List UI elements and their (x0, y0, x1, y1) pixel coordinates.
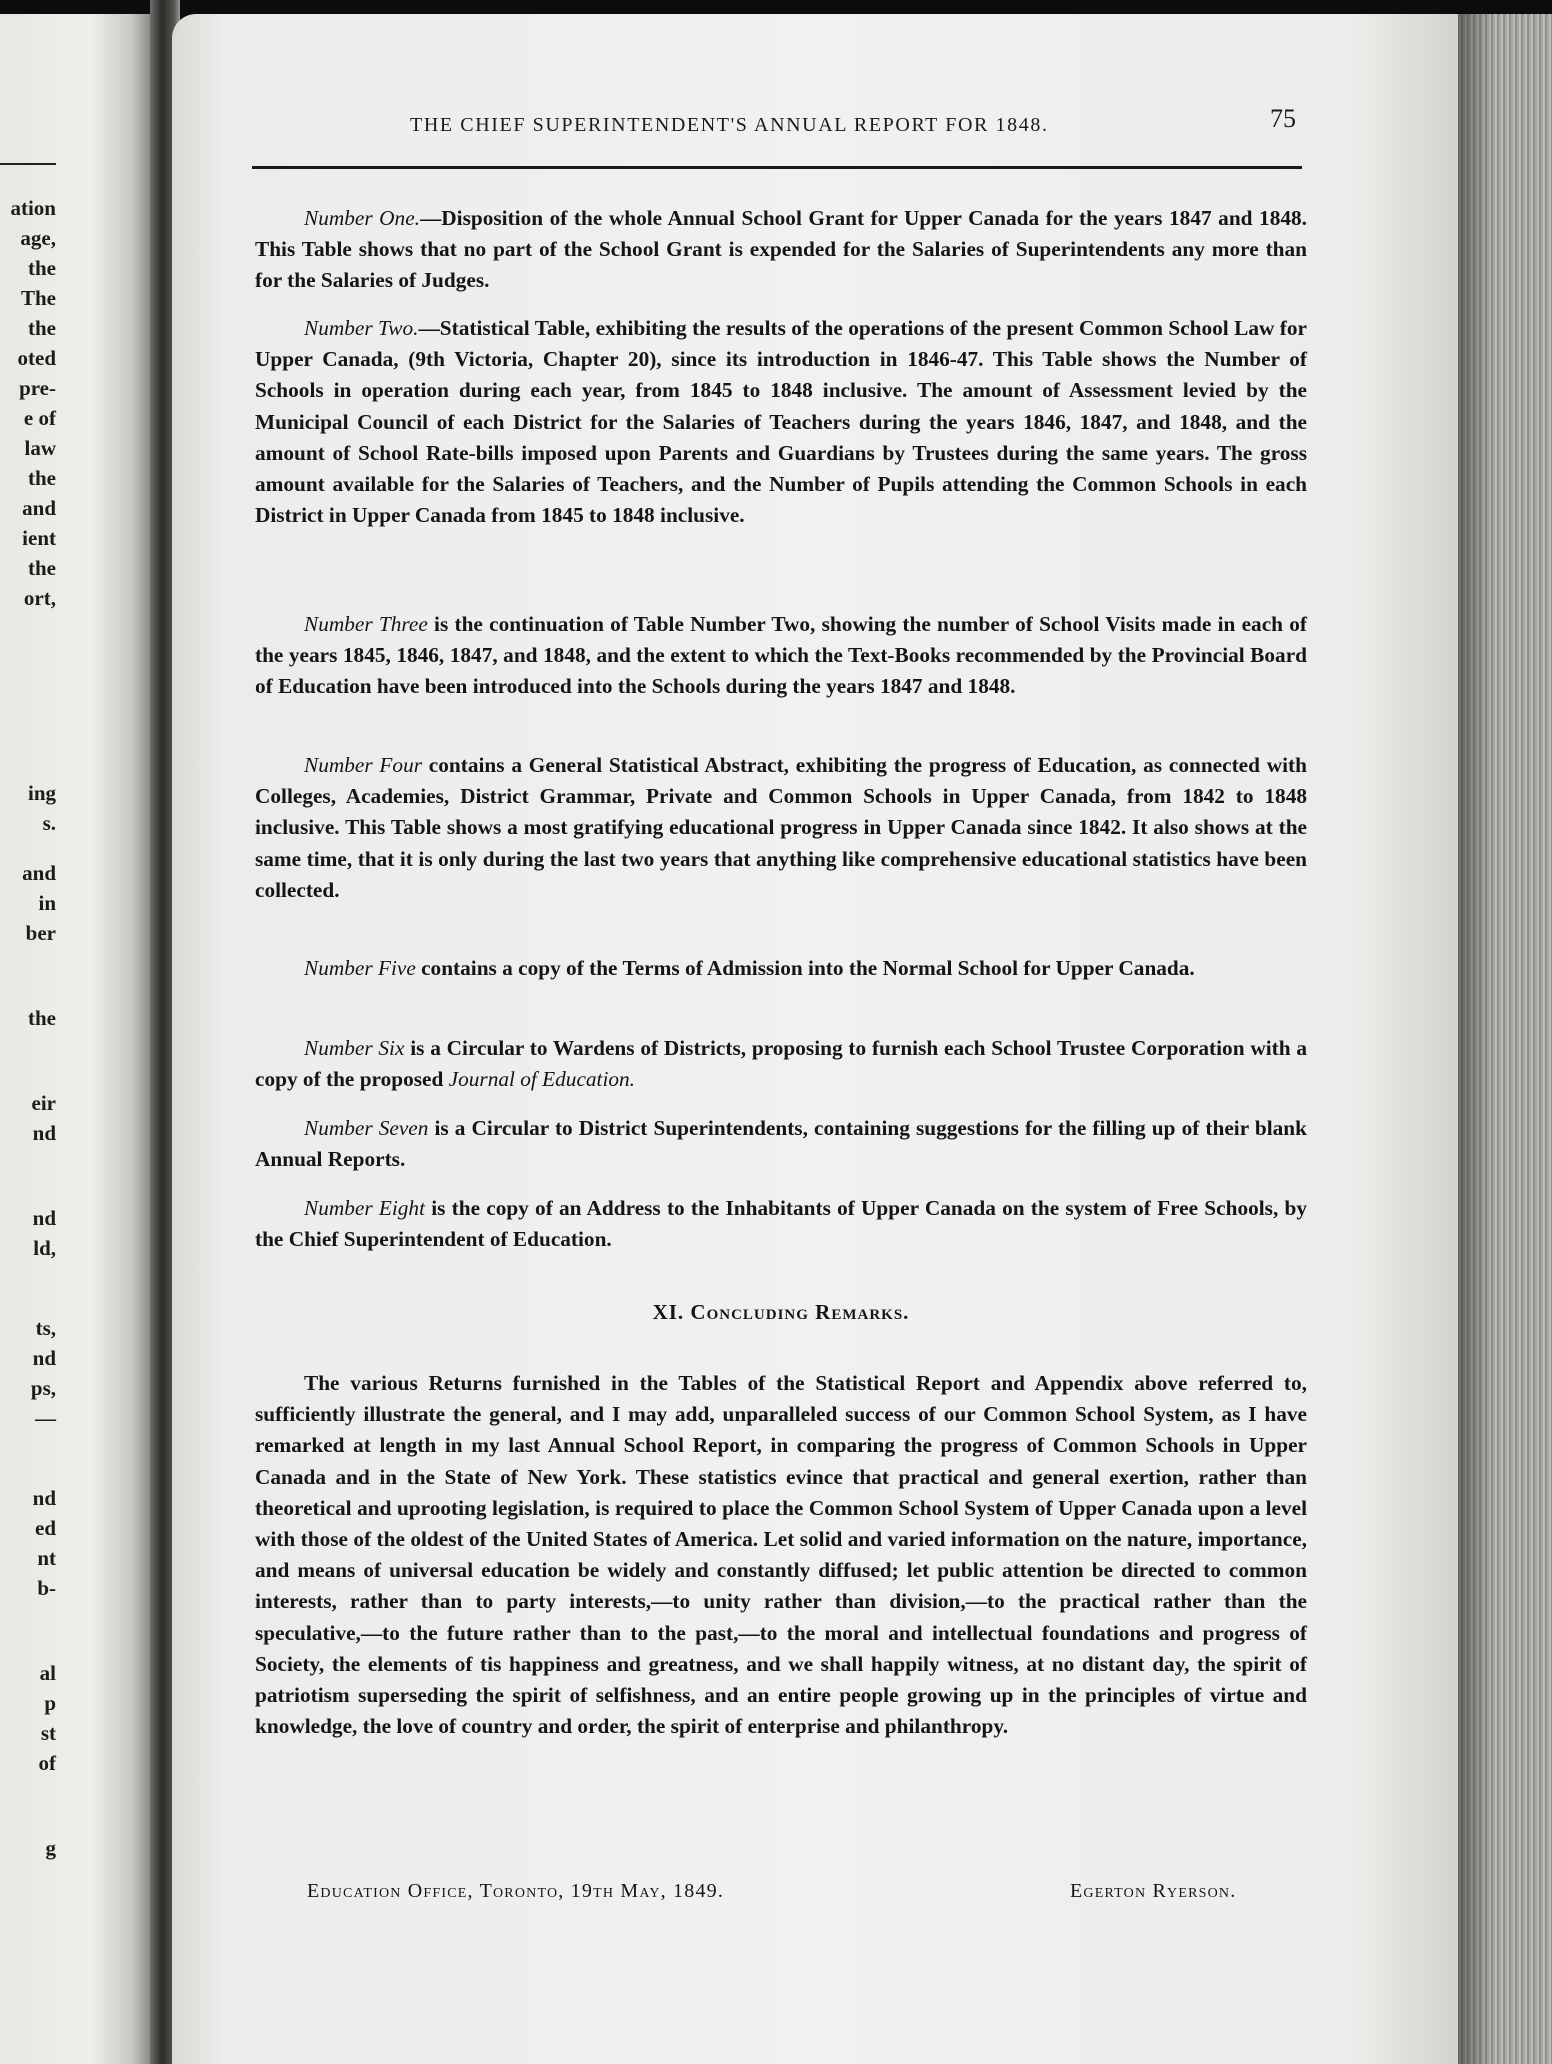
left-page-fragment: s. (42, 811, 56, 835)
left-page-fragment: nt (37, 1546, 56, 1570)
paragraph-lead: Number Five (304, 956, 416, 980)
left-page-fragment: the (28, 256, 56, 280)
left-facing-page (0, 0, 150, 2064)
paragraph-number-three (255, 609, 1307, 703)
header-rule (252, 166, 1302, 169)
left-page-fragment: ation (10, 196, 56, 220)
left-page-fragment: oted (17, 346, 56, 370)
left-page-fragment: nd (32, 1346, 56, 1370)
left-page-fragment: law (24, 436, 56, 460)
left-page-fragment: ts, (35, 1316, 56, 1340)
page-number: 75 (1270, 104, 1296, 133)
paragraph-text: is a Circular to District Superintendents, containing suggestions for the filling up of their blank Annual Reports. (255, 1116, 1307, 1172)
paragraph-number-eight (255, 1193, 1307, 1255)
paragraph-text: —Statistical Table, exhibiting the results of the operations of the present Common School Law for Upper Canada, (9th Victoria, Chapter 20), since its introduction in 1846-47. This Table shows the Number of Schools in operation during each year, from 1845 to 1848 inclusive. The amount of Assessment levied by the Municipal Council of each District for the Salaries of Teachers during the years 1846, 1847, and 1848, and the amount of School Rate-bills imposed upon Parents and Guardians by Trustees during the same years. The gross amount available for the Salaries of Teachers, and the Number of Pupils attending the Common Schools in each District in Upper Canada from 1845 to 1848 inclusive. (255, 316, 1307, 528)
left-page-fragment: the (28, 556, 56, 580)
left-page-fragment: ing (27, 781, 56, 805)
left-page-fragment: nd (32, 1486, 56, 1510)
left-page-fragment: g (45, 1836, 56, 1860)
paragraph-number-five (255, 953, 1307, 984)
left-page-fragment: nd (32, 1206, 56, 1230)
left-page-fragment: ient (22, 526, 56, 550)
paragraph-text: is the continuation of Table Number Two, showing the number of School Visits made in each of the years 1845, 1846, 1847, and 1848, and the extent to which the Text-Books recommended by the Provincial Board of Education have been introduced into the Schools during the years 1847 and 1848. (255, 612, 1307, 699)
left-page-fragment: st (40, 1721, 56, 1745)
left-page-fragment: pre- (19, 376, 56, 400)
left-page-fragment: age, (20, 226, 56, 250)
paragraph-lead: Number Eight (304, 1196, 425, 1220)
paragraph-text: contains a General Statistical Abstract, exhibiting the progress of Education, as connected with Colleges, Academies, District Grammar, Private and Common Schools in Upper Canada, from 1842 to 1848 inclusive. This Table shows a most gratifying educational progress in Upper Canada since 1842. It also shows at the same time, that it is only during the last two years that anything like comprehensive educational statistics have been collected. (255, 753, 1307, 902)
left-page-fragment: the (28, 466, 56, 490)
paragraph-lead: Number Seven (304, 1116, 429, 1140)
left-page-fragment: in (38, 891, 56, 915)
paragraph-number-six (255, 1033, 1307, 1095)
left-page-fragment: ps, (30, 1376, 56, 1400)
left-page-fragment: e of (23, 406, 56, 430)
paragraph-text: is a Circular to Wardens of Districts, proposing to furnish each School Trustee Corporation with a copy of the proposed (255, 1036, 1308, 1092)
section-heading: XI. Concluding Remarks. (652, 1300, 910, 1324)
paragraph-lead: Number Four (304, 753, 423, 777)
paragraph-text: contains a copy of the Terms of Admission into the Normal School for Upper Canada. (415, 956, 1195, 980)
left-page-fragment: ed (35, 1516, 56, 1540)
left-page-fragment: nd (32, 1121, 56, 1145)
paragraph-number-two (255, 313, 1307, 531)
closing-date-line: Education Office, Toronto, 19th May, 1849. (307, 1880, 725, 1902)
paragraph-number-four (255, 750, 1307, 906)
paragraph-lead: Number Two. (304, 316, 419, 340)
concluding-paragraph: The various Returns furnished in the Tables of the Statistical Report and Appendix above referred to, sufficiently illustrate the general, and I may add, unparalleled success of our Common School System, as I have remarked at length in my last Annual School Report, in comparing the progress of Common Schools in Upper Canada and in the State of New York. These statistics evince that practical and general exertion, rather than theoretical and uprooting legislation, is required to place the Common School System of Upper Canada upon a level with those of the oldest of the United States of America. Let solid and varied information on the nature, importance, and means of universal education be widely and constantly diffused; let public attention be directed to common interests, rather than to party interests,—to unity rather than division,—to the practical rather than the speculative,—to the future rather than to the past,—to the moral and intellectual foundations and progress of Society, the elements of tis happiness and greatness, and we shall happily witness, at no distant day, the spirit of patriotism superseding the spirit of selfishness, and an entire people growing up in the principles of virtue and knowledge, the love of country and order, the spirit of enterprise and philanthropy. (255, 1371, 1307, 1739)
paragraph-number-one (255, 203, 1307, 297)
paragraph-text: is the copy of an Address to the Inhabitants of Upper Canada on the system of Free Schools, by the Chief Superintendent of Education. (255, 1196, 1307, 1252)
paragraph-text: —Disposition of the whole Annual School Grant for Upper Canada for the years 1847 and 1848. This Table shows that no part of the School Grant is expended for the Salaries of Superintendents any more than for the Salaries of Judges. (255, 206, 1307, 293)
left-page-top-border (0, 0, 150, 14)
running-head: THE CHIEF SUPERINTENDENT'S ANNUAL REPORT FOR 1848. (410, 114, 1049, 136)
left-page-fragment: b- (37, 1576, 56, 1600)
left-page-fragment: the (28, 1006, 56, 1030)
journal-title: Journal of Education. (448, 1067, 635, 1092)
left-page-fragment: al (39, 1661, 56, 1685)
left-page-fragment: and (22, 861, 56, 885)
left-page-fragment: the (28, 316, 56, 340)
left-page-text-fragments (0, 198, 56, 2048)
left-page-fragment: ort, (23, 586, 56, 610)
paragraph-number-seven (255, 1113, 1307, 1175)
left-page-fragment: The (20, 286, 56, 310)
page-edge-shadow (1458, 14, 1494, 2064)
left-page-fragment: — (35, 1406, 56, 1430)
left-page-fragment: eir (31, 1091, 56, 1115)
left-page-fragment: ber (25, 921, 56, 945)
paragraph-lead: Number One. (304, 206, 420, 230)
left-page-rule (0, 163, 56, 165)
paragraph-lead: Number Six (304, 1036, 405, 1060)
scan-border-top (0, 0, 1552, 14)
left-page-fragment: ld, (33, 1236, 56, 1260)
paragraph-lead: Number Three (304, 612, 428, 636)
left-page-fragment: of (38, 1751, 56, 1775)
closing-signature: Egerton Ryerson. (1070, 1880, 1237, 1902)
left-page-fragment: and (22, 496, 56, 520)
left-page-fragment: p (44, 1691, 56, 1715)
